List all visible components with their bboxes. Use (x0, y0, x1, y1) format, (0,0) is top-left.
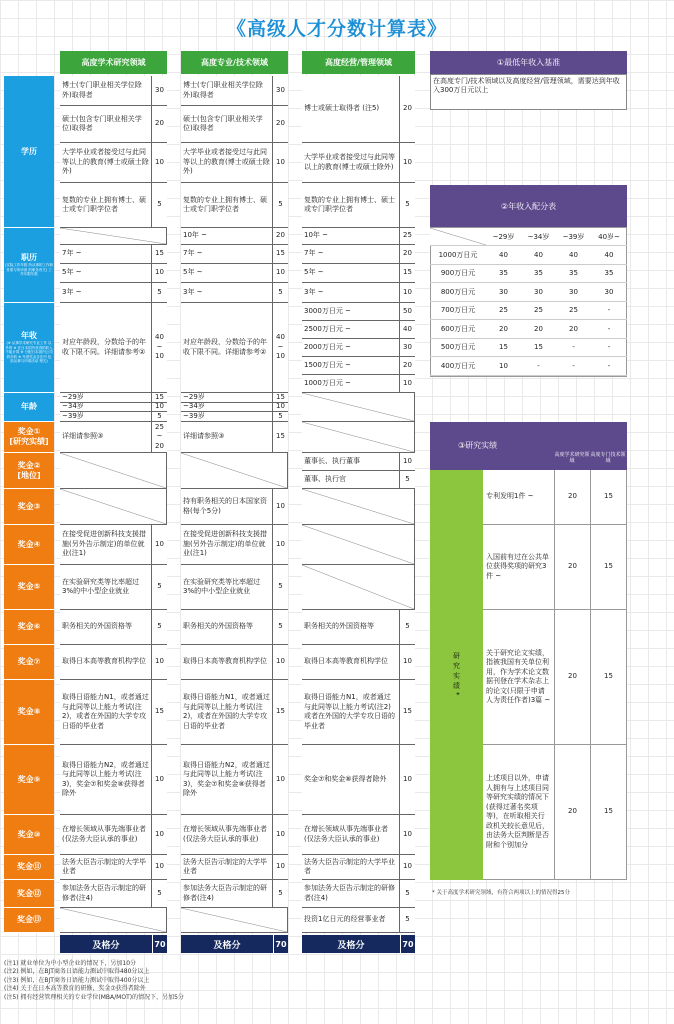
col3-car3-score: 15 (400, 264, 415, 283)
income-row-value: 35 (556, 265, 591, 284)
col3-b3-empty (302, 489, 415, 525)
col2-age3-score: 5 (273, 412, 288, 422)
label-education (4, 76, 54, 228)
income-row-value: 15 (521, 339, 556, 358)
col1-car3-text: 5年 ~ (60, 264, 152, 283)
income-row-value: 35 (486, 265, 521, 284)
col1-edu1-score: 30 (152, 76, 167, 106)
col1-edu3-score: 10 (152, 143, 167, 183)
col2-b7-score: 10 (273, 645, 288, 680)
col1-b1-text: 详细请参照③ (60, 422, 152, 453)
col2-edu2-score: 20 (273, 106, 288, 143)
footnote-line: (注4) 关于在日本高等教育的研修，奖金⑦获得者除外 (4, 985, 146, 993)
col1-b4-score: 10 (152, 525, 167, 565)
label-income (4, 303, 54, 393)
col2-b4-text: 在接受促进创新科技支援措施(另外告示制定)的单位就业(注1) (181, 525, 273, 565)
label-career-sub: (实际工作年数 所从事的工作职务需与所申请 的职务有关) 工作年限年数 (5, 263, 53, 277)
col1-b8-text: 取得日语能力N1，或者通过与此同等以上能力考试(注2)，或者在外国的大学专攻日语的毕业者 (60, 680, 152, 745)
label-bonus8-text: 奖金⑧ (17, 707, 41, 716)
col3-b6-text: 职务相关的外国资格等 (302, 610, 400, 645)
col2-header: 高度专业/技术领域 (181, 51, 288, 74)
research-row-a: 20 (555, 525, 591, 610)
income-row-value: 30 (486, 283, 521, 302)
col3-edu1-score: 20 (400, 76, 415, 143)
col3-edu3-score: 10 (400, 143, 415, 183)
col3-inc2-score: 40 (400, 321, 415, 339)
col1-inc-text: 对应年龄段，分数给予的年收下限不同。详细请参考② (60, 303, 152, 393)
col3-b9-score: 10 (400, 745, 415, 815)
label-age-text: 年龄 (21, 402, 37, 411)
col3-b1-empty (302, 422, 415, 453)
income-col-head: ~34岁 (521, 228, 556, 246)
income-row-label: 400万日元 (430, 357, 486, 376)
col3-car2-text: 7年 ~ (302, 245, 400, 264)
col1-b11-text: 法务大臣告示制定的大学毕业者 (60, 855, 152, 880)
income-row-value: - (556, 339, 591, 358)
col2-b3-score: 10 (273, 489, 288, 525)
col3-car3-text: 5年 ~ (302, 264, 400, 283)
research-row-text: 关于研究论文实绩，指被我国有关单位利用，作为学术论文数据刊登在学术杂志上的论文(只限于申请人为责任作者)3篇 ~ (483, 610, 555, 745)
col3-age-empty (302, 393, 415, 422)
col2-b7-text: 取得日本高等教育机构学位 (181, 645, 273, 680)
income-allocation-header: ②年收入配分表 (430, 185, 627, 227)
col2-b12-score: 5 (273, 880, 288, 908)
label-education-text: 学历 (21, 146, 37, 156)
income-row-value: 10 (486, 357, 521, 376)
col2-car4-score: 5 (273, 283, 288, 303)
col3-total-label: 及格分 (302, 935, 400, 953)
col3-b2b-text: 董事、执行官 (302, 471, 400, 489)
col3-b2a-score: 10 (400, 453, 415, 471)
col3-car2-score: 20 (400, 245, 415, 264)
col2-b1-score: 15 (273, 422, 288, 453)
col1-car3-score: 10 (152, 264, 167, 283)
col3-inc3-score: 30 (400, 339, 415, 357)
col2-b11-score: 10 (273, 855, 288, 880)
col2-edu1-score: 30 (273, 76, 288, 106)
col2-edu3-text: 大学毕业或者接受过与此同等以上的教育(博士或硕士除外) (181, 143, 273, 183)
col3-b8-text: 取得日语能力N1，或者通过与此同等以上能力考试(注2)或者在外国的大学专攻日语的毕业者 (302, 680, 400, 745)
col1-edu2-text: 硕士(包含专门职业相关学位)取得者 (60, 106, 152, 143)
col3-b13-text: 投资1亿日元的经营事业者 (302, 908, 400, 933)
label-income-text: 年收 (21, 331, 37, 341)
col3-b13-score: 5 (400, 908, 415, 933)
income-row-value: 20 (486, 320, 521, 339)
col2-car2-text: 7年 ~ (181, 245, 273, 264)
col1-age2-text: ~34岁 (60, 403, 152, 412)
income-row-value: - (556, 357, 591, 376)
col3-b4-empty (302, 525, 415, 565)
col3-b11-score: 10 (400, 855, 415, 880)
col2-b5-score: 5 (273, 565, 288, 610)
col1-b6-text: 职务相关的外国资格等 (60, 610, 152, 645)
footnote-line: (注2) 例如，在BJT商务日语能力测试中取得480分以上 (4, 968, 150, 976)
col3-header: 高度经营/管理领域 (302, 51, 415, 74)
col2-age1-text: ~29岁 (181, 393, 273, 403)
col2-total-value: 70 (273, 935, 288, 953)
col1-b6-score: 5 (152, 610, 167, 645)
col2-total-label: 及格分 (181, 935, 273, 953)
col3-b12-score: 5 (400, 880, 415, 908)
col1-edu2-score: 20 (152, 106, 167, 143)
col1-age1-score: 15 (152, 393, 167, 403)
research-col-a: 高度学术研究领域 (554, 452, 590, 464)
col2-car3-score: 10 (273, 264, 288, 283)
label-bonus8 (4, 680, 54, 745)
col3-car1-text: 10年 ~ (302, 228, 400, 245)
col1-b13-empty (60, 908, 167, 933)
col1-header: 高度学术研究领域 (60, 51, 167, 74)
col2-car1-score: 20 (273, 228, 288, 245)
research-row-a: 20 (555, 610, 591, 745)
col2-b9-text: 取得日语能力N2，或者通过与此同等以上能力考试(注3)，奖金⑦和奖金⑧获得者除外 (181, 745, 273, 815)
col2-edu2-text: 硕士(包含专门职业相关学位)取得者 (181, 106, 273, 143)
label-bonus6 (4, 610, 54, 645)
col3-b7-text: 取得日本高等教育机构学位 (302, 645, 400, 680)
income-row-value: 40 (486, 246, 521, 265)
income-row-value: - (591, 320, 627, 339)
income-row-value: 40 (521, 246, 556, 265)
col1-edu4-text: 复数的专业上拥有博士、硕士或专门职学位者 (60, 183, 152, 228)
col3-b6-score: 5 (400, 610, 415, 645)
label-bonus6-text: 奖金⑥ (17, 622, 41, 631)
income-row-label: 900万日元 (430, 265, 486, 284)
label-bonus11-text: 奖金⑪ (17, 862, 41, 871)
income-row-value: 25 (486, 302, 521, 321)
label-bonus7-text: 奖金⑦ (17, 657, 41, 666)
col3-car1-score: 25 (400, 228, 415, 245)
col3-b7-score: 10 (400, 645, 415, 680)
research-row-text: 上述项目以外，申请人拥有与上述项目同等研究实绩的情况下(获得过著名奖项等)，在听取相关行政机关较长意见后，由法务大臣判断是否附和个别加分 (483, 745, 555, 880)
col3-car4-score: 10 (400, 283, 415, 303)
col3-inc1-score: 50 (400, 303, 415, 321)
col2-car1-text: 10年 ~ (181, 228, 273, 245)
label-bonus9-text: 奖金⑨ (17, 774, 41, 784)
income-col-head: ~39岁 (556, 228, 591, 246)
income-row-value: 25 (556, 302, 591, 321)
col2-inc-text: 对应年龄段，分数给予的年收下限不同。详细请参考② (181, 303, 273, 393)
label-bonus11 (4, 855, 54, 880)
income-row-value: - (591, 357, 627, 376)
label-bonus9 (4, 745, 54, 815)
label-bonus2 (4, 453, 54, 489)
income-table-corner (430, 228, 486, 246)
col1-b4-text: 在接受促进创新科技支援措施(另外告示制定)的单位就业(注1) (60, 525, 152, 565)
label-bonus13 (4, 908, 54, 933)
col2-edu4-score: 5 (273, 183, 288, 228)
col2-b1-text: 详细请参照③ (181, 422, 273, 453)
income-col-head: ~29岁 (486, 228, 521, 246)
label-age (4, 393, 54, 422)
col1-car4-score: 5 (152, 283, 167, 303)
col1-age1-text: ~29岁 (60, 393, 152, 403)
col2-b11-text: 法务大臣告示制定的大学毕业者 (181, 855, 273, 880)
col3-car4-text: 3年 ~ (302, 283, 400, 303)
col3-inc5-text: 1000万日元 ~ (302, 375, 400, 393)
col2-age2-text: ~34岁 (181, 403, 273, 412)
col3-b9-text: 奖金⑦和奖金⑧获得者除外 (302, 745, 400, 815)
research-footnote: * 关于高度学术研究领域，有符合两项以上的情况得25分 (432, 890, 570, 896)
col1-b11-score: 10 (152, 855, 167, 880)
col2-car3-text: 5年 ~ (181, 264, 273, 283)
col2-b3-text: 持有职务相关的日本国家资格(每个5分) (181, 489, 273, 525)
footnote-line: (注1) 就业单位为中小型企业的情况下，另加10分 (4, 960, 137, 967)
min-income-text: 在高度专门/技术领域以及高度经营/管理领域，需要达到年收入300万日元以上 (430, 74, 627, 110)
col3-edu1-text: 博士或硕士取得者 (注5) (302, 76, 400, 143)
footnote-line: (注5) 拥有经营管理相关的专业学位(MBA/MOT)的情况下，另加5分 (4, 993, 184, 1001)
col3-b8-score: 15 (400, 680, 415, 745)
col2-b9-score: 10 (273, 745, 288, 815)
research-row-text: 入国前有过在公共单位获得奖项的研究3件 ~ (483, 525, 555, 610)
col1-age2-score: 10 (152, 403, 167, 412)
col1-b1-score: 25 ~ 20 (152, 422, 167, 453)
income-row-value: - (591, 302, 627, 321)
col1-b12-text: 参加法务大臣告示制定的研修者(注4) (60, 880, 152, 908)
income-row-value: 25 (521, 302, 556, 321)
income-row-value: 40 (591, 246, 627, 265)
label-bonus5-text: 奖金⑤ (17, 582, 41, 591)
income-row-label: 1000万日元 (430, 246, 486, 265)
col3-edu4-score: 5 (400, 183, 415, 228)
research-header (430, 422, 627, 470)
label-bonus1-text: 奖金① [研究实绩] (9, 427, 49, 446)
income-row-value: 20 (521, 320, 556, 339)
col1-total-label: 及格分 (60, 935, 152, 953)
col3-b10-text: 在增长领域从事先端事业者(仅法务大臣认承的事业) (302, 815, 400, 855)
col1-car1-empty (60, 228, 167, 245)
income-row-label: 600万日元 (430, 320, 486, 339)
label-career-text: 职历 (21, 253, 37, 263)
income-row-label: 500万日元 (430, 339, 486, 358)
label-bonus3 (4, 489, 54, 525)
label-bonus4-text: 奖金④ (17, 539, 41, 549)
research-row-b: 15 (591, 470, 627, 525)
col3-inc4-text: 1500万日元 ~ (302, 357, 400, 375)
col1-inc-score: 40 ~ 10 (152, 303, 167, 393)
research-col-b: 高度专门技术领域 (590, 452, 626, 464)
label-career (4, 228, 54, 303)
label-bonus13-text: 奖金⑬ (17, 915, 41, 924)
col1-b10-text: 在增长领域从事先端事业者(仅法务大臣认承的事业) (60, 815, 152, 855)
label-bonus4 (4, 525, 54, 565)
col2-age1-score: 15 (273, 393, 288, 403)
col2-edu1-text: 博士(专门职业相关学位除外)取得者 (181, 76, 273, 106)
col2-b8-text: 取得日语能力N1，或者通过与此同等以上能力考试(注2)，或者在外国的大学专攻日语的毕业者 (181, 680, 273, 745)
label-bonus10-text: 奖金⑩ (17, 829, 41, 839)
income-row-value: 35 (591, 265, 627, 284)
col1-age3-text: ~39岁 (60, 412, 152, 422)
label-income-sub: (※ 从事学术研究专业工作 以外的 ※ 在日本国外获得的收入 不能计算 ※ 分配日本国内公司 的年收 ※ 年度奖金含在内 包括从事与申请活动 相关) (5, 341, 53, 364)
research-row-b: 15 (591, 610, 627, 745)
col1-edu3-text: 大学毕业或者接受过与此同等以上的教育(博士或硕士除外) (60, 143, 152, 183)
income-row-value: 35 (521, 265, 556, 284)
col2-b13-empty (181, 908, 288, 933)
income-row-value: 30 (591, 283, 627, 302)
col3-b11-text: 法务大臣告示制定的大学毕业者 (302, 855, 400, 880)
income-row-label: 700万日元 (430, 302, 486, 321)
col1-b8-score: 15 (152, 680, 167, 745)
col2-b6-score: 5 (273, 610, 288, 645)
footnote-line: (注3) 例如，在BJT商务日语能力测试中取得400分以上 (4, 976, 150, 984)
label-bonus2-text: 奖金② [地位] (17, 460, 41, 480)
income-row-label: 800万日元 (430, 283, 486, 302)
research-row-a: 20 (555, 470, 591, 525)
col1-b7-score: 10 (152, 645, 167, 680)
label-bonus12-text: 奖金⑫ (17, 888, 41, 898)
col1-car2-text: 7年 ~ (60, 245, 152, 264)
col2-b4-score: 10 (273, 525, 288, 565)
label-bonus5 (4, 565, 54, 610)
col3-edu4-text: 复数的专业上拥有博士、硕士或专门职学位者 (302, 183, 400, 228)
col1-b9-score: 10 (152, 745, 167, 815)
page-title: 《高级人才分数计算表》 (226, 18, 447, 40)
footnotes (4, 960, 184, 1002)
research-row-a: 20 (555, 745, 591, 880)
col2-b10-text: 在增长领域从事先端事业者(仅法务大臣认承的事业) (181, 815, 273, 855)
col1-edu4-score: 5 (152, 183, 167, 228)
income-row-value: - (591, 339, 627, 358)
income-row-value: 40 (556, 246, 591, 265)
col2-age3-text: ~39岁 (181, 412, 273, 422)
col1-car2-score: 15 (152, 245, 167, 264)
col3-b2b-score: 5 (400, 471, 415, 489)
col2-b8-score: 15 (273, 680, 288, 745)
col1-car4-text: 3年 ~ (60, 283, 152, 303)
col3-total-value: 70 (400, 935, 415, 953)
col3-inc5-score: 10 (400, 375, 415, 393)
label-bonus12 (4, 880, 54, 908)
label-bonus10 (4, 815, 54, 855)
col2-edu3-score: 10 (273, 143, 288, 183)
col2-car2-score: 15 (273, 245, 288, 264)
col3-b10-score: 10 (400, 815, 415, 855)
research-row-b: 15 (591, 525, 627, 610)
research-side-label: 研究实绩* (430, 470, 483, 880)
col3-b2a-text: 董事长、执行董事 (302, 453, 400, 471)
label-bonus7 (4, 645, 54, 680)
col3-inc4-score: 20 (400, 357, 415, 375)
col1-b9-text: 取得日语能力N2，或者通过与此同等以上能力考试(注3)，奖金⑦和奖金⑧获得者除外 (60, 745, 152, 815)
col2-inc-score: 40 ~ 10 (273, 303, 288, 393)
col2-b5-text: 在实验研究类等比率超过3%的中小型企业就业 (181, 565, 273, 610)
col2-b12-text: 参加法务大臣告示制定的研修者(注4) (181, 880, 273, 908)
income-row-value: 30 (556, 283, 591, 302)
income-col-head: 40岁~ (591, 228, 627, 246)
col1-b7-text: 取得日本高等教育机构学位 (60, 645, 152, 680)
col1-edu1-text: 博士(专门职业相关学位除外)取得者 (60, 76, 152, 106)
col1-total-value: 70 (152, 935, 167, 953)
income-row-value: 30 (521, 283, 556, 302)
col3-inc2-text: 2500万日元 ~ (302, 321, 400, 339)
col2-b10-score: 10 (273, 815, 288, 855)
col3-b12-text: 参加法务大臣告示制定的研修者(注4) (302, 880, 400, 908)
col1-b10-score: 10 (152, 815, 167, 855)
col2-car4-text: 3年 ~ (181, 283, 273, 303)
label-bonus1 (4, 422, 54, 453)
col1-age3-score: 5 (152, 412, 167, 422)
col1-b5-text: 在实验研究类等比率超过3%的中小型企业就业 (60, 565, 152, 610)
col1-b3-empty (60, 489, 167, 525)
col3-edu3-text: 大学毕业或者接受过与此同等以上的教育(博士或硕士除外) (302, 143, 400, 183)
research-header-title: ③研究实绩 (458, 441, 498, 450)
col2-age2-score: 10 (273, 403, 288, 412)
min-income-header: ①最低年收入基准 (430, 51, 627, 74)
income-row-value: 15 (486, 339, 521, 358)
col1-b2-empty (60, 453, 167, 489)
col2-b6-text: 职务相关的外国资格等 (181, 610, 273, 645)
label-bonus3-text: 奖金③ (17, 501, 41, 511)
col1-b12-score: 5 (152, 880, 167, 908)
col3-b5-empty (302, 565, 415, 610)
col2-b2-empty (181, 453, 288, 489)
income-row-value: 20 (556, 320, 591, 339)
research-row-text: 专利发明1件 ~ (483, 470, 555, 525)
research-row-b: 15 (591, 745, 627, 880)
col3-inc1-text: 3000万日元 ~ (302, 303, 400, 321)
income-row-value: - (521, 357, 556, 376)
col3-inc3-text: 2000万日元 ~ (302, 339, 400, 357)
col2-edu4-text: 复数的专业上拥有博士、硕士或专门职学位者 (181, 183, 273, 228)
col1-b5-score: 5 (152, 565, 167, 610)
